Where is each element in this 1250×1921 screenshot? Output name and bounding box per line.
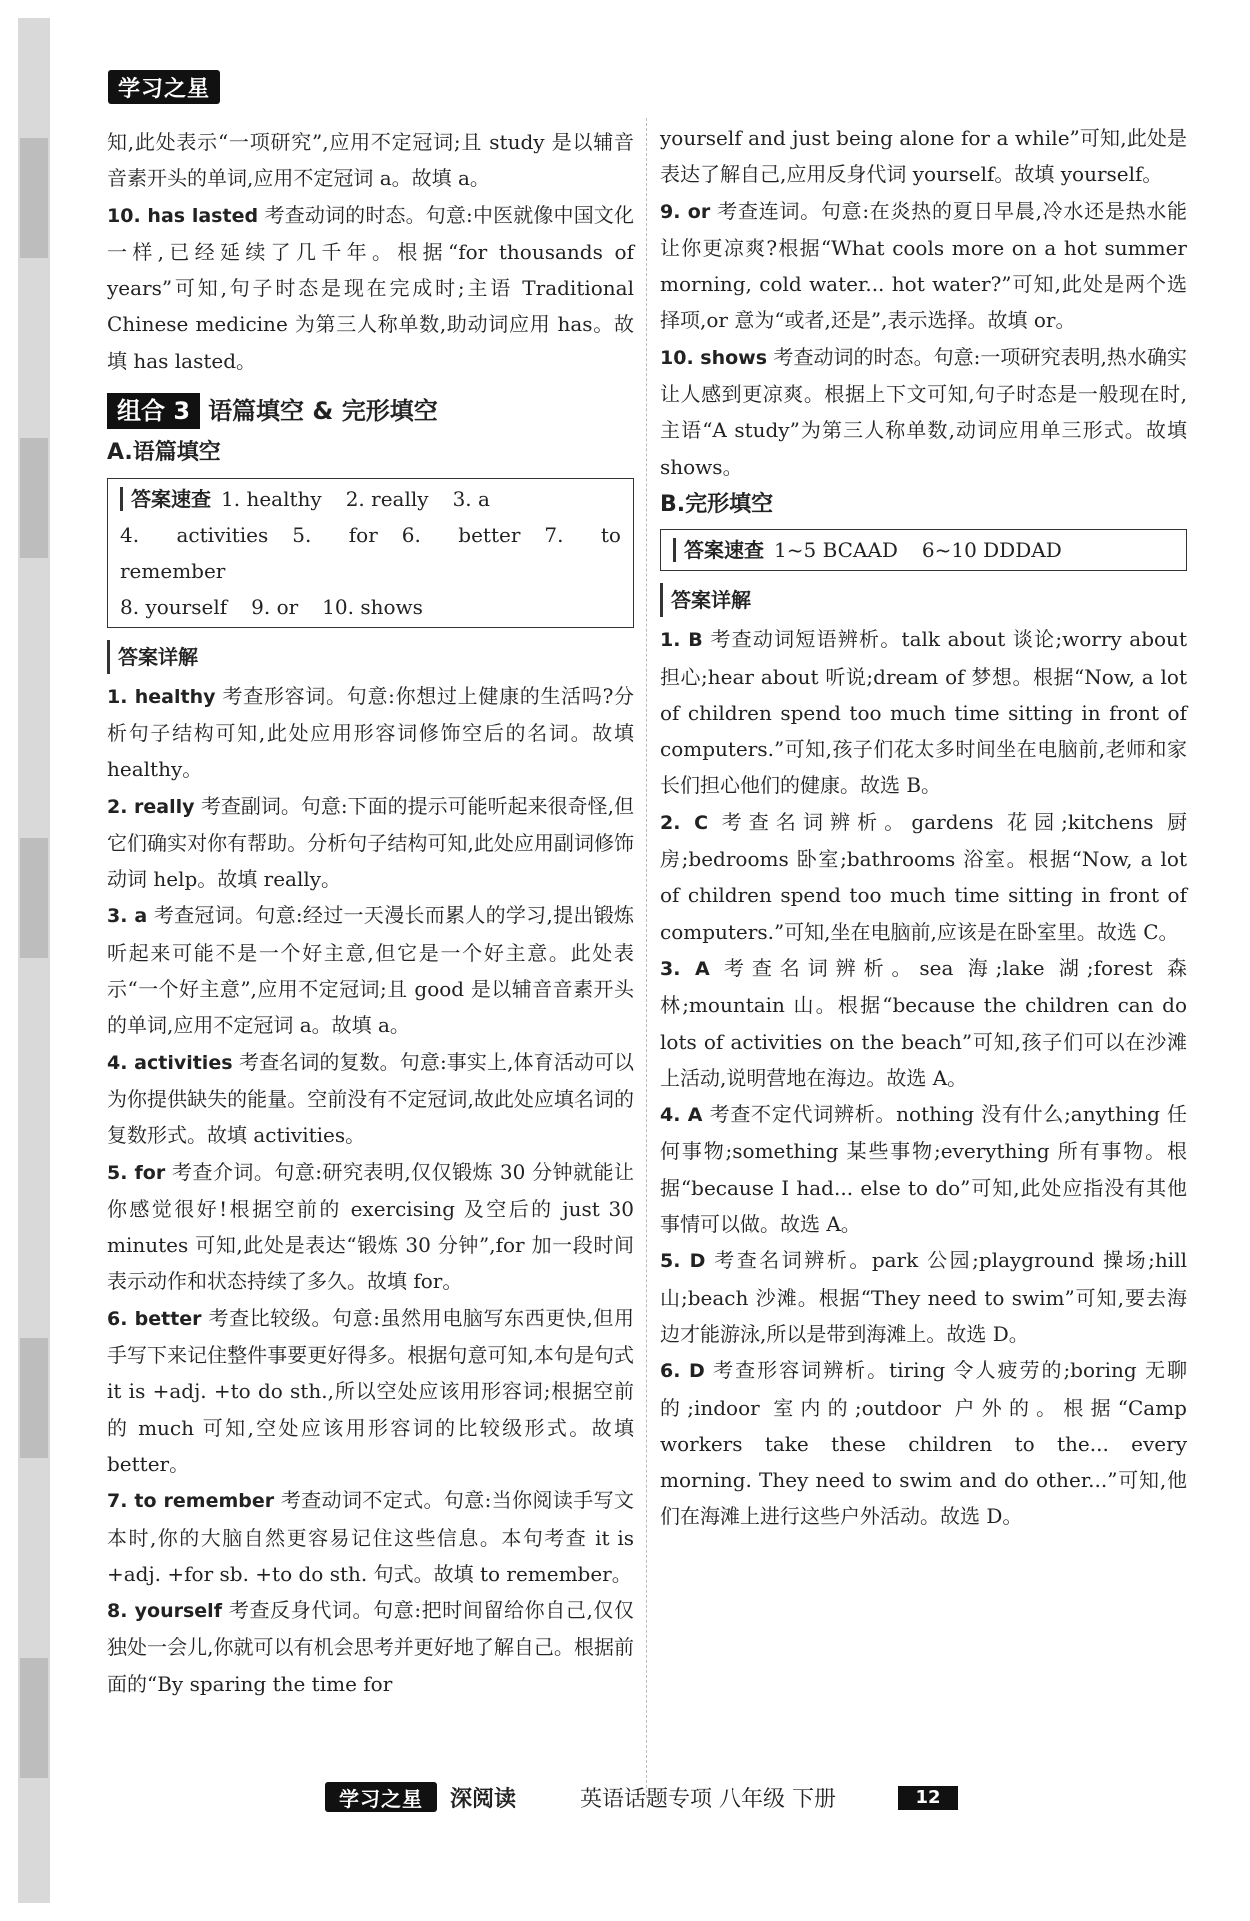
- side-mark: [20, 438, 48, 558]
- answer-entry: 2. really: [345, 486, 429, 511]
- item-text: 考查不定代词辨析。nothing 没有什么;anything 任何事物;something 某些事物;everything 所有事物。根据“because I had... else to do”可知,此处应指没有其他事情可以做。故选 A。: [660, 1102, 1187, 1237]
- explanation-item: [107, 1154, 634, 1300]
- explanation-item: [107, 1044, 634, 1154]
- explanation-item: [107, 678, 634, 788]
- section-title: 语篇填空 & 完形填空: [208, 397, 438, 426]
- item-text: 考查形容词。句意:你想过上健康的生活吗?分析句子结构可知,此处应用形容词修饰空后的名词。故填 healthy。: [107, 683, 634, 782]
- item-text: 考查动词的时态。句意:一项研究表明,热水确实让人感到更凉爽。根据上下文可知,句子时态是一般现在时,主语“A study”为第三人称单数,动词应用单三形式。故填 shows。: [660, 344, 1187, 479]
- explanation-item: [660, 804, 1187, 950]
- footer-series: 深阅读: [450, 1787, 517, 1812]
- footer-logo: 学习之星: [325, 1782, 437, 1812]
- item-number: 5. D: [660, 1250, 706, 1273]
- item-text: 考查动词的时态。句意:中医就像中国文化一样,已经延续了几千年。根据“for thousands of years”可知,句子时态是现在完成时;主语 Traditional Chinese medicine 为第三人称单数,助动词应用 has。故填 has lasted。: [107, 202, 634, 373]
- explanation-item: [660, 1242, 1187, 1352]
- answer-entry: 9. or: [251, 594, 299, 619]
- page-footer: [0, 1778, 1250, 1818]
- explanation-item: [660, 1096, 1187, 1242]
- item-number: 9. or: [660, 200, 711, 223]
- item-text: 考查形容词辨析。tiring 令人疲劳的;boring 无聊的;indoor 室内的;outdoor 户外的。根据“Camp workers take these children to the... every morning. They need to swim and do other...”可知,他们在海滩上进行这些户外活动。故选 D。: [660, 1358, 1188, 1529]
- explanation-item: [107, 197, 634, 379]
- item-text: 考查冠词。句意:经过一天漫长而累人的学习,提出锻炼听起来可能不是一个好主意,但它是一个好主意。此处表示“一个好主意”,应用不定冠词;且 good 是以辅音音素开头的单词,应用不定冠词 a。故填 a。: [107, 903, 635, 1038]
- item-number: 6. better: [107, 1307, 202, 1330]
- section-heading: [107, 393, 634, 429]
- item-number: 3. A: [660, 957, 710, 980]
- answer-entry: 6~10 DDDAD: [921, 538, 1062, 563]
- intro-paragraph: 知,此处表示“一项研究”,应用不定冠词;且 study 是以辅音音素开头的单词,应用不定冠词 a。故填 a。: [107, 130, 634, 191]
- explanation-item: [107, 897, 634, 1043]
- side-mark: [20, 1338, 48, 1458]
- item-text: 考查名词辨析。park 公园;playground 操场;hill 山;beach 沙滩。根据“They need to swim”可知,要去海边才能游泳,所以是带到海滩上。故选 D。: [660, 1248, 1187, 1346]
- item-text: 考查动词短语辨析。talk about 谈论;worry about 担心;hear about 听说;dream of 梦想。根据“Now, a lot of children spend too much time sitting in front of computers.”可知,孩子们花太多时间坐在电脑前,老师和家长们担心他们的健康。故选 B。: [660, 627, 1187, 798]
- explanation-item: [660, 193, 1187, 339]
- section-tag: 组合 3: [107, 393, 200, 429]
- detail-label: 答案详解: [660, 583, 751, 617]
- answer-entry: 8. yourself: [120, 594, 228, 619]
- item-number: 3. a: [107, 905, 148, 928]
- side-mark: [20, 838, 48, 958]
- detail-label: 答案详解: [107, 640, 198, 674]
- explanation-item: [660, 1352, 1187, 1534]
- answer-entry: 1. healthy: [221, 486, 322, 511]
- item-text: 考查名词辨析。gardens 花园;kitchens 厨房;bedrooms 卧室;bathrooms 浴室。根据“Now, a lot of children spend too much time sitting in front of computers.”可知,坐在电脑前,应该是在卧室里。故选 C。: [660, 809, 1188, 944]
- answer-entry: 5. for: [292, 522, 378, 547]
- explanation-item: [107, 1592, 634, 1702]
- item-number: 7. to remember: [107, 1490, 275, 1513]
- right-column: [660, 120, 1187, 1535]
- answer-box-label: 答案速查: [120, 487, 221, 511]
- explanation-item: [660, 950, 1187, 1096]
- explanation-item: [660, 621, 1187, 803]
- answer-box-a: [107, 478, 634, 628]
- side-strip: [18, 18, 50, 1903]
- item-number: 4. activities: [107, 1051, 233, 1074]
- explanation-item: [107, 1482, 634, 1592]
- item-number: 10. shows: [660, 346, 768, 369]
- item-number: 1. B: [660, 629, 703, 652]
- item-text: 考查副词。句意:下面的提示可能听起来很奇怪,但它们确实对你有帮助。分析句子结构可知,此处应用副词修饰动词 help。故填 really。: [107, 793, 634, 892]
- item-number: 5. for: [107, 1161, 166, 1184]
- explanation-item: [660, 339, 1187, 485]
- continuation-paragraph: yourself and just being alone for a while”可知,此处是表达了解自己,应用反身代词 yourself。故填 yourself。: [660, 126, 1187, 187]
- item-text: 考查反身代词。句意:把时间留给你自己,仅仅独处一会儿,你就可以有机会思考并更好地了解自己。根据前面的“By sparing the time for: [107, 1598, 634, 1696]
- item-text: 考查名词辨析。sea 海;lake 湖;forest 森林;mountain 山。根据“because the children can do lots of activities on the beach”可知,孩子们可以在沙滩上活动,说明营地在海边。故选 A。: [660, 955, 1187, 1090]
- left-column: [107, 124, 634, 1702]
- answer-entry: 4. activities: [120, 522, 269, 547]
- item-number: 6. D: [660, 1360, 705, 1383]
- item-text: 考查名词的复数。句意:事实上,体育活动可以为你提供缺失的能量。空前没有不定冠词,故此处应填名词的复数形式。故填 activities。: [107, 1049, 635, 1148]
- answer-box-b: [660, 529, 1187, 571]
- item-number: 2. C: [660, 811, 709, 834]
- answer-entry: 3. a: [452, 486, 490, 511]
- answer-entry: 6. better: [401, 522, 521, 547]
- column-divider: [646, 118, 647, 1798]
- item-text: 考查连词。句意:在炎热的夏日早晨,冷水还是热水能让你更凉爽?根据“What cools more on a hot summer morning, cold water... hot water?”可知,此处是两个选择项,or 意为“或者,还是”,表示选择。故填 or。: [660, 198, 1187, 333]
- item-number: 8. yourself: [107, 1600, 222, 1623]
- answer-box-label: 答案速查: [673, 538, 774, 562]
- item-text: 考查介词。句意:研究表明,仅仅锻炼 30 分钟就能让你感觉很好!根据空前的 exercising 及空后的 just 30 minutes 可知,此处是表达“锻炼 30 分钟”,for 加一段时间表示动作和状态持续了多久。故填 for。: [107, 1159, 634, 1294]
- answer-entry: 7. to remember: [120, 522, 621, 583]
- item-number: 1. healthy: [107, 685, 216, 708]
- item-number: 10. has lasted: [107, 204, 259, 227]
- explanation-item: [107, 1300, 634, 1482]
- side-mark: [20, 1658, 48, 1778]
- item-text: 考查动词不定式。句意:当你阅读手写文本时,你的大脑自然更容易记住这些信息。本句考查 it is +adj. +for sb. +to do sth. 句式。故填 to remember。: [107, 1488, 634, 1586]
- subsection-a-title: A.语篇填空: [107, 440, 221, 466]
- item-text: 考查比较级。句意:虽然用电脑写东西更快,但用手写下来记住整件事要更好得多。根据句意可知,本句是句式 it is +adj. +to do sth.,所以空处应该用形容词;根据空前的 much 可知,空处应该用形容词的比较级形式。故填 better。: [107, 1305, 635, 1476]
- page-number: 12: [898, 1786, 958, 1810]
- explanation-item: [107, 788, 634, 898]
- item-number: 4. A: [660, 1104, 703, 1127]
- item-number: 2. really: [107, 795, 195, 818]
- answer-entry: 10. shows: [322, 594, 423, 619]
- side-mark: [20, 138, 48, 258]
- footer-subtitle: 英语话题专项 八年级 下册: [580, 1787, 836, 1812]
- subsection-b-title: B.完形填空: [660, 491, 774, 517]
- answer-entry: 1~5 BCAAD: [774, 538, 898, 563]
- header-logo: 学习之星: [108, 70, 220, 104]
